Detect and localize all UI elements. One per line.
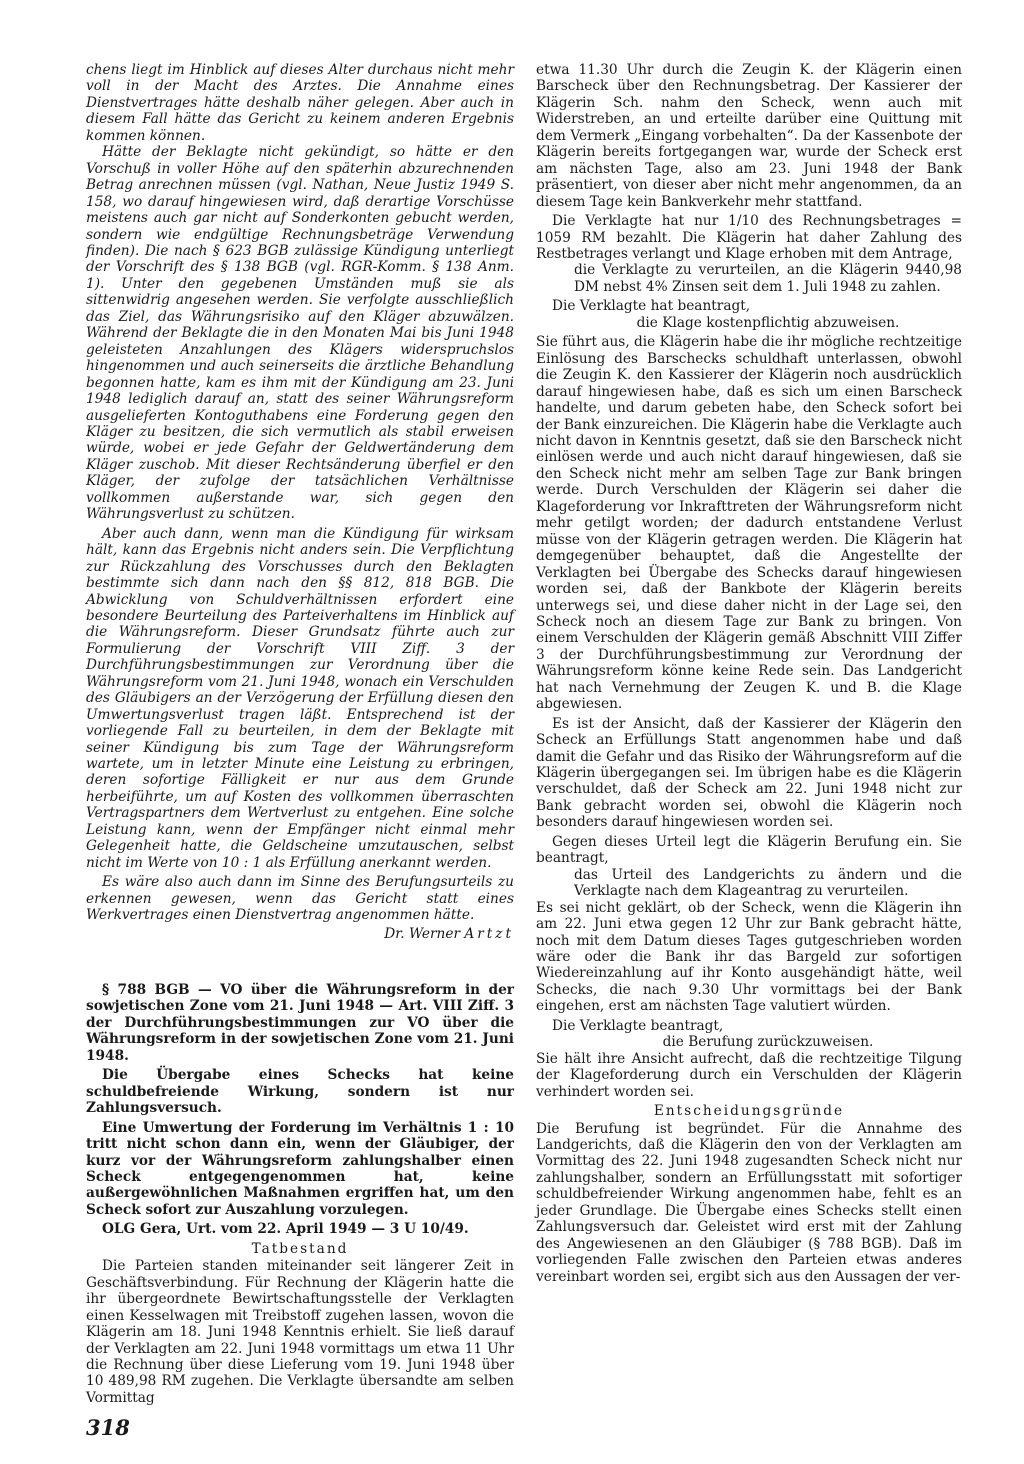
- body-paragraph: Sie hält ihre Ansicht aufrecht, daß die rechtzeitige Tilgung der Klageforderung durch ein Verschulden der Klägerin verhindert worden sei.: [536, 1050, 962, 1100]
- left-column: [86, 62, 514, 1406]
- section-heading-tatbestand: Tatbestand: [251, 1240, 349, 1257]
- motion-text: die Klage kostenpflichtig abzuweisen.: [636, 314, 900, 331]
- headnote-principle: Die Übergabe eines Schecks hat keine schuldbefreiende Wirkung, sondern ist nur Zahlungsversuch.: [86, 1067, 514, 1117]
- section-heading-grounds: Entscheidungsgründe: [653, 1103, 845, 1120]
- body-paragraph: Es ist der Ansicht, daß der Kassierer der Klägerin den Scheck an Erfüllungs Statt angenommen habe und daß damit die Gefahr und das Risiko der Währungsreform auf die Klägerin übergegangen sei. Im übrigen habe es die Klägerin verschuldet, daß der Scheck am 22. Juni 1948 nicht zur Bank gebracht worden sei, obwohl die Klägerin noch besonders darauf hingewiesen worden sei.: [536, 715, 962, 831]
- motion-text: die Berufung zurückzuweisen.: [662, 1034, 874, 1051]
- body-paragraph: Die Parteien standen miteinander seit längerer Zeit in Geschäftsverbindung. Für Rechnung der Klägerin hatte die ihr übergeordnete Bewirtschaftungsstelle der Verklagten einen Kesselwagen mit Treibstoff zugehen lassen, wovon die Klägerin am 18. Juni 1948 Kenntnis erhielt. Sie ließ darauf der Verklagten am 22. Juni 1948 vormittags um etwa 11 Uhr die Rechnung über diese Lieferung vom 19. Juni 1948 über 10 489,98 RM zugehen. Die Verklagte übersandte am selben Vormittag: [86, 1258, 514, 1406]
- signature-prefix: Dr. Werner: [384, 925, 465, 942]
- page-number: 318: [86, 1415, 130, 1440]
- section-spacer: [86, 942, 514, 982]
- body-paragraph: Es sei nicht geklärt, ob der Scheck, wenn die Klägerin ihn am 22. Juni etwa gegen 12 Uhr zur Bank gebracht hätte, noch mit dem Datum dieses Tages gutgeschrieben worden wäre oder die Bank ihr das Bargeld zur sofortigen Wiedereinzahlung auf ihr Konto ausgehändigt hätte, weil Schecks, die nach 9.30 Uhr vormittags bei der Bank eingehen, erst am nächsten Tage valutiert würden.: [536, 899, 962, 1015]
- body-paragraph: Die Verklagte beantragt,: [552, 1017, 724, 1034]
- author-signature: [86, 926, 514, 942]
- court-citation: OLG Gera, Urt. vom 22. April 1949 — 3 U 10/49.: [102, 1221, 469, 1238]
- body-paragraph: etwa 11.30 Uhr durch die Zeugin K. der Klägerin einen Barscheck über den Rechnungsbetrag. Der Kassierer der Klägerin Sch. nahm den Scheck, wenn auch mit Widerstreben, an und erteilte darüber eine Quittung mit dem Vermerk „Eingang vorbehalten“. Da der Kassenbote der Klägerin bereits fortgegangen war, wurde der Scheck erst am nächsten Tage, also am 23. Juni 1948 der Bank präsentiert, von dieser aber nicht mehr angenommen, da an diesem Tage kein Bankverkehr mehr stattfand.: [536, 62, 962, 210]
- body-paragraph: Die Berufung ist begründet. Für die Annahme des Landgerichts, daß die Klägerin den von der Verklagten am Vormittag des 22. Juni 1948 zugesandten Scheck nicht nur zahlungshalber, sondern an Erfüllungsstatt mit sofortiger schuldbefreiender Wirkung angenommen habe, fehlt es an jeder Grundlage. Die Übergabe eines Schecks stellt einen Zahlungsversuch dar. Geleistet wird erst mit der Zahlung des Angewiesenen an den Gläubiger (§ 788 BGB). Daß im vorliegenden Falle zwischen den Parteien etwas anderes vereinbart worden sei, ergibt sich aus den Aussagen der ver-: [536, 1120, 962, 1285]
- signature-name: Artzt: [464, 925, 514, 942]
- motion-text: die Verklagte zu verurteilen, an die Klägerin 9440,98 DM nebst 4% Zinsen seit dem 1. Juli 1948 zu zahlen.: [574, 262, 962, 295]
- commentary-paragraph: Es wäre also auch dann im Sinne des Berufungsurteils zu erkennen gewesen, wenn das Gericht statt eines Werkvertrages einen Dienstvertrag angenommen hätte.: [86, 874, 514, 924]
- headnote-statutes: § 788 BGB — VO über die Währungsreform in der sowjetischen Zone vom 21. Juni 1948 — Art. VIII Ziff. 3 der Durchführungsbestimmungen zur VO über die Währungsreform in der sowjetischen Zone vom 21. Juni 1948.: [86, 982, 514, 1064]
- right-column: [536, 62, 962, 1285]
- headnote-principle: Eine Umwertung der Forderung im Verhältnis 1 : 10 tritt nicht schon dann ein, wenn der Gläubiger, der kurz vor der Währungsreform zahlungshalber einen Scheck entgegengenommen hat, keine außergewöhnlichen Maßnahmen ergriffen hat, um den Scheck sofort zur Auszahlung vorzulegen.: [86, 1119, 514, 1218]
- body-paragraph: Die Verklagte hat nur 1/10 des Rechnungsbetrages = 1059 RM bezahlt. Die Klägerin hat daher Zahlung des Restbetrages verlangt und Klage erhoben mit dem Antrage,: [536, 213, 962, 262]
- body-paragraph: Die Verklagte hat beantragt,: [552, 298, 751, 315]
- body-paragraph: Gegen dieses Urteil legt die Klägerin Berufung ein. Sie beantragt,: [536, 833, 962, 867]
- commentary-paragraph: Hätte der Beklagte nicht gekündigt, so hätte er den Vorschuß in voller Höhe auf den späterhin abzurechnenden Betrag anrechnen müssen (vgl. Nathan, Neue Justiz 1949 S. 158, wo darauf hingewiesen wird, daß derartige Vorschüsse meistens auch gar nicht auf Sonderkonten gebucht werden, sondern wie endgültige Rechnungsbeträge Verwendung finden). Die nach § 623 BGB zulässige Kündigung unterliegt der Vorschrift des § 138 BGB (vgl. RGR-Komm. § 138 Anm. 1). Unter den gegebenen Umständen muß sie als sittenwidrig angesehen werden. Sie verfolgte ausschließlich das Ziel, das Währungsrisiko auf den Kläger abzuwälzen. Während der Beklagte die in den Monaten Mai bis Juni 1948 geleisteten Anzahlungen des Klägers widerspruchslos hingenommen und auch seinerseits die ärztliche Behandlung begonnen hatte, kam es ihm mit der Kündigung am 23. Juni 1948 lediglich darauf an, statt des seiner Währungsreform ausgelieferten Kontoguthabens eine Forderung gegen den Kläger zu besitzen, die sich vermutlich als stabil erweisen würde, wobei er jede Gefahr der Geldwertänderung dem Kläger zuschob. Mit dieser Rechtsänderung überfiel er den Kläger, der zufolge der tatsächlichen Verhältnisse vollkommen außerstande war, sich gegen den Währungsverlust zu schützen.: [86, 144, 514, 523]
- commentary-paragraph: Aber auch dann, wenn man die Kündigung für wirksam hält, kann das Ergebnis nicht anders sein. Die Verpflichtung zur Rückzahlung des Vorschusses durch den Beklagten bestimmte sich dann nach den §§ 812, 818 BGB. Die Abwicklung von Schuldverhältnissen erfordert eine besondere Beurteilung des Parteiverhaltens im Hinblick auf die Währungsreform. Dieser Grundsatz führte auch zur Formulierung der Vorschrift VIII Ziff. 3 der Durchführungsbestimmungen zur Verordnung über die Währungsreform vom 21. Juni 1948, wonach ein Verschulden des Gläubigers an der Verzögerung der Erfüllung diesen den Umwertungsverlust tragen läßt. Entsprechend ist der vorliegende Fall zu beurteilen, in dem der Beklagte mit seiner Kündigung bis zum Tage der Währungsreform wartete, um in letzter Minute eine Leistung zu erbringen, deren sofortige Fälligkeit er nur aus dem Grunde herbeiführte, um auf Kosten des vollkommen überraschten Vertragspartners dem Wertverlust zu entgehen. Eine solche Leistung kann, wenn der Empfänger nicht einmal mehr Gelegenheit hatte, die Geldscheine umzutauschen, selbst nicht im Werte von 10 : 1 als Erfüllung anerkannt werden.: [86, 525, 514, 871]
- commentary-paragraph: chens liegt im Hinblick auf dieses Alter durchaus nicht mehr voll in der Macht des Arztes. Die Annahme eines Dienstvertrages hätte deshalb näher gelegen. Aber auch in diesem Fall hätte das Gericht zu keinem anderen Ergebnis kommen können.: [86, 62, 514, 144]
- motion-text: das Urteil des Landgerichts zu ändern und die Verklagte nach dem Klageantrag zu verurteilen.: [574, 866, 962, 900]
- body-paragraph: Sie führt aus, die Klägerin habe die ihr mögliche rechtzeitige Einlösung des Barschecks schuldhaft unterlassen, obwohl die Zeugin K. den Kassierer der Klägerin noch ausdrücklich darauf hingewiesen habe, daß es sich um einen Barscheck handelte, und darum gebeten habe, den Scheck sofort bei der Bank einzureichen. Die Klägerin habe die Verklagte auch nicht davon in Kenntnis gesetzt, daß sie den Barscheck nicht einlösen werde und auch nicht darauf hingewiesen, daß sie den Scheck nicht mehr am selben Tage zur Bank bringen werde. Durch Verschulden der Klägerin sei daher die Klageforderung vor Inkrafttreten der Währungsreform nicht mehr getilgt worden; der dadurch entstandene Verlust müsse von der Klägerin getragen werden. Die Klägerin hat demgegenüber behauptet, daß die Angestellte der Verklagten bei Übergabe des Schecks darauf hingewiesen worden sei, daß der Bankbote der Klägerin bereits unterwegs sei, und diese daher nicht in der Lage sei, den Scheck noch an diesem Tage zur Bank zu bringen. Von einem Verschulden der Klägerin gemäß Abschnitt VIII Ziffer 3 der Durchführungsbestimmung zur Verordnung der Währungsreform könne keine Rede sein. Das Landgericht hat nach Vernehmung der Zeugen K. und B. die Klage abgewiesen.: [536, 334, 962, 713]
